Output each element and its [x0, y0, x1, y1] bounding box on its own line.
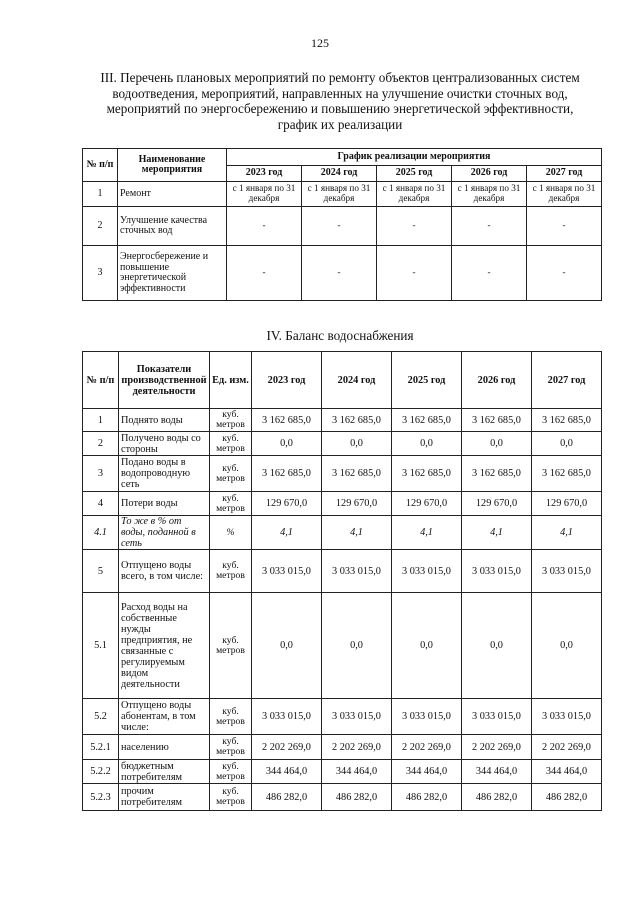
row-value: 3 033 015,0	[392, 550, 462, 593]
row-value: 129 670,0	[462, 492, 532, 516]
table-row	[83, 182, 602, 207]
row-value: 3 162 685,0	[322, 456, 392, 492]
row-value: 3 033 015,0	[462, 550, 532, 593]
row-value: 344 464,0	[392, 760, 462, 784]
row-value: -	[377, 207, 452, 246]
row-value: 0,0	[532, 432, 602, 456]
row-name: Поднято воды	[119, 409, 210, 432]
row-value: -	[227, 207, 302, 246]
header-year: 2023 год	[227, 166, 302, 182]
table-row	[83, 492, 602, 516]
table-row	[83, 550, 602, 593]
row-name: прочим потребителям	[119, 784, 210, 811]
row-name: Энергосбережение и повышение энергетической эффективности	[118, 246, 227, 301]
table-row	[83, 246, 602, 301]
row-num: 5.2	[83, 699, 119, 735]
header-unit: Ед. изм.	[210, 352, 252, 409]
row-value: 3 162 685,0	[462, 456, 532, 492]
row-name: Потери воды	[119, 492, 210, 516]
row-value: 129 670,0	[322, 492, 392, 516]
row-value: 3 162 685,0	[532, 409, 602, 432]
row-name: Расход воды на собственные нужды предприятия, не связанные с регулируемым видом деятельности	[119, 593, 210, 699]
row-value: 129 670,0	[252, 492, 322, 516]
row-value: 4,1	[462, 516, 532, 550]
row-value: 3 033 015,0	[532, 550, 602, 593]
row-value: -	[527, 246, 602, 301]
row-name: То же в % от воды, поданной в сеть	[119, 516, 210, 550]
row-num: 5.2.2	[83, 760, 119, 784]
row-value: 486 282,0	[392, 784, 462, 811]
row-value: 2 202 269,0	[252, 735, 322, 760]
row-value: -	[227, 246, 302, 301]
row-value: 2 202 269,0	[392, 735, 462, 760]
row-value: 3 162 685,0	[252, 409, 322, 432]
row-value: 0,0	[462, 432, 532, 456]
row-value: с 1 января по 31 декабря	[302, 182, 377, 207]
row-num: 1	[83, 182, 118, 207]
table-row	[83, 593, 602, 699]
row-value: -	[452, 207, 527, 246]
header-year: 2027 год	[527, 166, 602, 182]
row-value: 4,1	[252, 516, 322, 550]
row-value: 3 033 015,0	[322, 699, 392, 735]
row-value: 3 033 015,0	[392, 699, 462, 735]
table-row	[83, 699, 602, 735]
row-value: 486 282,0	[322, 784, 392, 811]
row-unit: куб. метров	[210, 492, 252, 516]
row-value: 3 033 015,0	[252, 550, 322, 593]
row-value: 129 670,0	[532, 492, 602, 516]
section-4-title: IV. Баланс водоснабжения	[266, 328, 414, 343]
row-value: 2 202 269,0	[322, 735, 392, 760]
row-name: бюджетным потребителям	[119, 760, 210, 784]
row-value: 486 282,0	[462, 784, 532, 811]
row-value: 3 162 685,0	[252, 456, 322, 492]
header-indicator: Показатели производственной деятельности	[119, 352, 210, 409]
header-year: 2026 год	[452, 166, 527, 182]
row-name: Ремонт	[118, 182, 227, 207]
table-row	[83, 735, 602, 760]
table-row	[83, 432, 602, 456]
page-number: 125	[311, 36, 329, 50]
row-value: -	[302, 207, 377, 246]
row-value: 0,0	[322, 593, 392, 699]
row-value: 0,0	[392, 593, 462, 699]
row-num: 5.1	[83, 593, 119, 699]
row-name: Подано воды в водопроводную сеть	[119, 456, 210, 492]
row-unit: куб. метров	[210, 456, 252, 492]
row-unit: куб. метров	[210, 409, 252, 432]
row-value: с 1 января по 31 декабря	[527, 182, 602, 207]
header-year: 2025 год	[392, 352, 462, 409]
row-value: 486 282,0	[532, 784, 602, 811]
activities-schedule-table	[82, 148, 602, 301]
header-year: 2024 год	[302, 166, 377, 182]
row-value: 344 464,0	[532, 760, 602, 784]
row-value: 3 162 685,0	[532, 456, 602, 492]
row-num: 3	[83, 246, 118, 301]
row-value: 344 464,0	[462, 760, 532, 784]
table-row	[83, 516, 602, 550]
row-value: 129 670,0	[392, 492, 462, 516]
row-value: 344 464,0	[322, 760, 392, 784]
row-num: 4	[83, 492, 119, 516]
header-year: 2023 год	[252, 352, 322, 409]
row-num: 5.2.1	[83, 735, 119, 760]
row-value: 3 162 685,0	[392, 456, 462, 492]
header-num: № п/п	[83, 149, 118, 182]
row-num: 1	[83, 409, 119, 432]
row-unit: куб. метров	[210, 550, 252, 593]
row-unit: куб. метров	[210, 432, 252, 456]
row-num: 2	[83, 207, 118, 246]
row-num: 4.1	[83, 516, 119, 550]
row-value: 2 202 269,0	[462, 735, 532, 760]
table-row	[83, 409, 602, 432]
header-num: № п/п	[83, 352, 119, 409]
row-unit: куб. метров	[210, 735, 252, 760]
header-schedule: График реализации мероприятия	[227, 149, 602, 166]
row-value: 0,0	[322, 432, 392, 456]
row-value: 4,1	[322, 516, 392, 550]
row-value: 4,1	[392, 516, 462, 550]
row-value: 4,1	[532, 516, 602, 550]
row-value: 2 202 269,0	[532, 735, 602, 760]
row-value: -	[377, 246, 452, 301]
row-value: 344 464,0	[252, 760, 322, 784]
table-row	[83, 784, 602, 811]
row-unit: куб. метров	[210, 760, 252, 784]
row-value: 3 162 685,0	[462, 409, 532, 432]
table-row	[83, 760, 602, 784]
header-year: 2026 год	[462, 352, 532, 409]
header-year: 2025 год	[377, 166, 452, 182]
row-num: 5	[83, 550, 119, 593]
header-year: 2024 год	[322, 352, 392, 409]
water-balance-table	[82, 351, 602, 811]
row-value: -	[302, 246, 377, 301]
row-unit: %	[210, 516, 252, 550]
row-num: 5.2.3	[83, 784, 119, 811]
row-name: Получено воды со стороны	[119, 432, 210, 456]
row-value: 3 033 015,0	[322, 550, 392, 593]
row-value: с 1 января по 31 декабря	[452, 182, 527, 207]
row-value: 3 162 685,0	[322, 409, 392, 432]
row-value: 0,0	[392, 432, 462, 456]
row-value: 0,0	[252, 432, 322, 456]
row-num: 3	[83, 456, 119, 492]
header-name: Наименование мероприятия	[118, 149, 227, 182]
row-value: 0,0	[462, 593, 532, 699]
row-name: Отпущено воды абонентам, в том числе:	[119, 699, 210, 735]
row-unit: куб. метров	[210, 699, 252, 735]
row-value: 3 033 015,0	[532, 699, 602, 735]
row-name: населению	[119, 735, 210, 760]
row-num: 2	[83, 432, 119, 456]
row-name: Улучшение качества сточных вод	[118, 207, 227, 246]
table-row	[83, 456, 602, 492]
table-row	[83, 207, 602, 246]
section-3-title: III. Перечень плановых мероприятий по ремонту объектов централизованных систем водоотведения, мероприятий, направленных на улучшение очистки сточных вод, мероприятий по энергосбережению и повышению энергетической эффективности, график их реализации	[100, 70, 580, 132]
row-value: 486 282,0	[252, 784, 322, 811]
row-value: с 1 января по 31 декабря	[377, 182, 452, 207]
row-value: 0,0	[532, 593, 602, 699]
row-value: -	[452, 246, 527, 301]
row-value: 3 033 015,0	[252, 699, 322, 735]
row-value: -	[527, 207, 602, 246]
row-unit: куб. метров	[210, 593, 252, 699]
row-value: с 1 января по 31 декабря	[227, 182, 302, 207]
row-value: 3 162 685,0	[392, 409, 462, 432]
header-year: 2027 год	[532, 352, 602, 409]
row-value: 0,0	[252, 593, 322, 699]
row-unit: куб. метров	[210, 784, 252, 811]
row-name: Отпущено воды всего, в том числе:	[119, 550, 210, 593]
row-value: 3 033 015,0	[462, 699, 532, 735]
